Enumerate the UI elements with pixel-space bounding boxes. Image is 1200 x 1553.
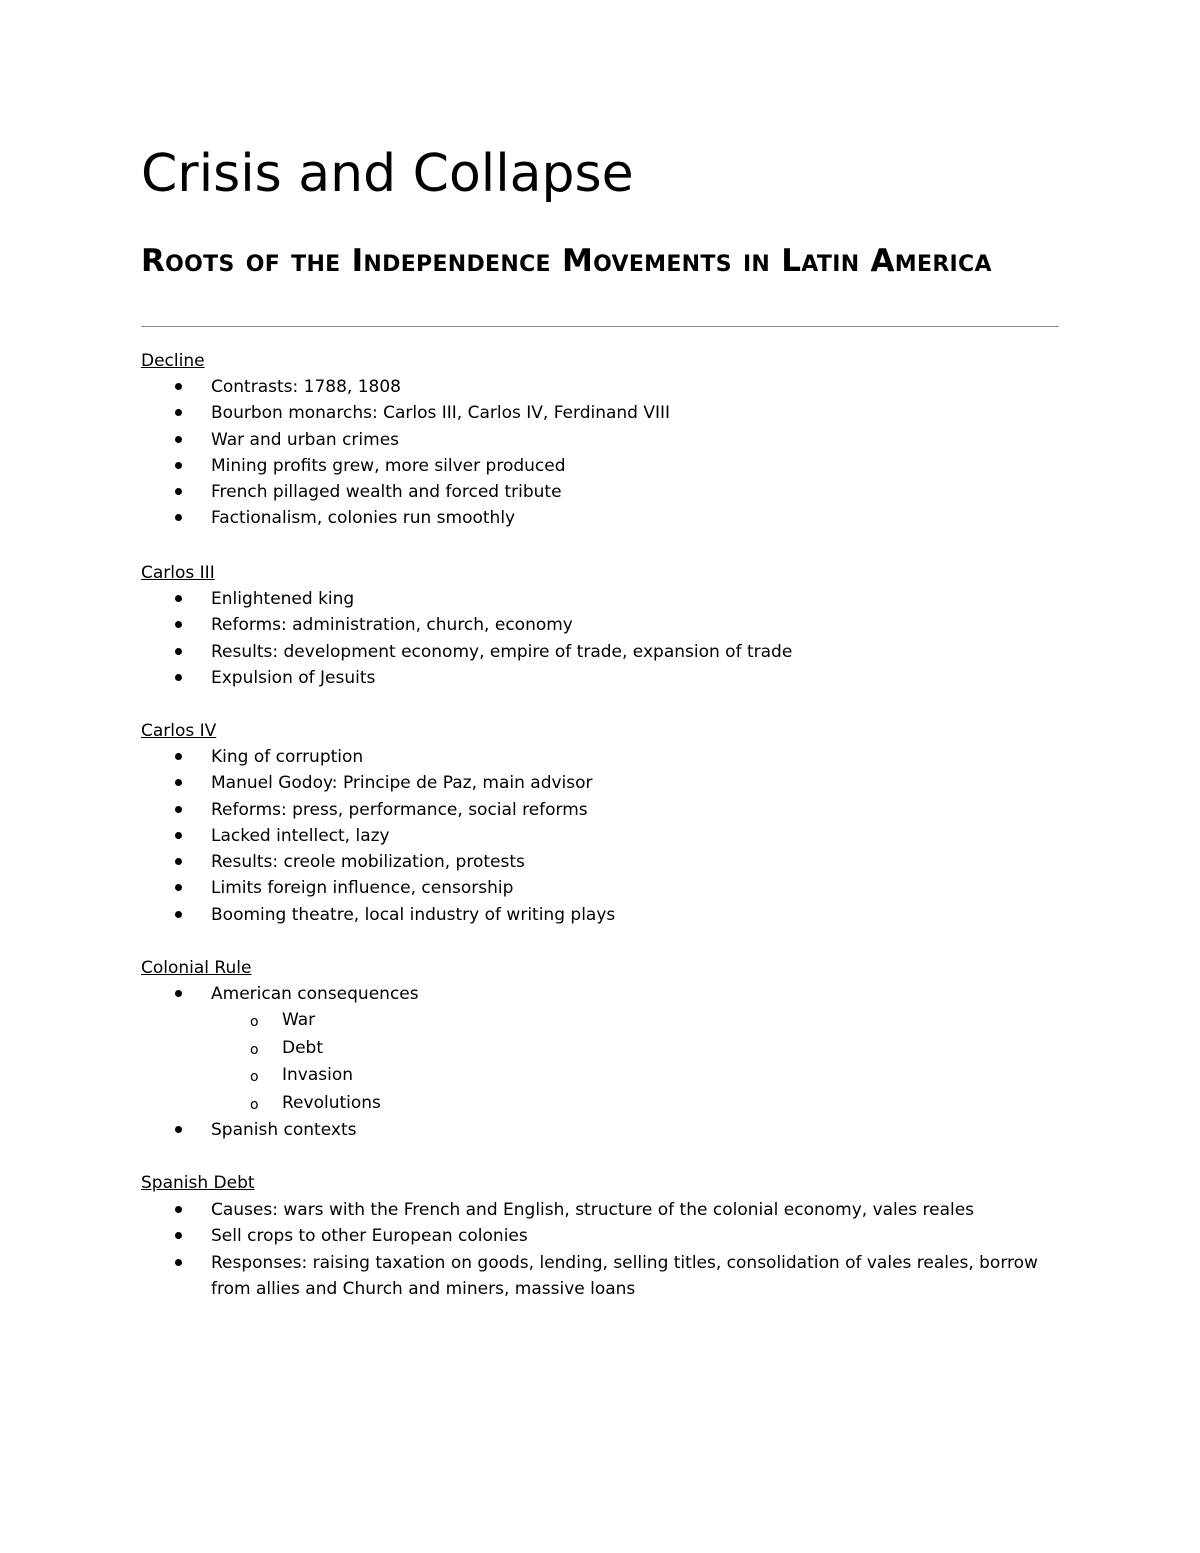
- bullet-icon: [175, 832, 182, 839]
- list-item: [141, 665, 1071, 691]
- list-item-text: War and urban crimes: [211, 429, 400, 450]
- list-item: [141, 374, 1071, 400]
- list-item-text: Limits foreign influence, censorship: [211, 878, 514, 899]
- bullet-icon: [175, 858, 182, 865]
- list-item: [141, 400, 1071, 426]
- section-heading-decline: Decline: [141, 351, 205, 371]
- list-item: [141, 823, 1071, 849]
- bullet-icon: [175, 1206, 182, 1213]
- sub-list-item: [211, 1007, 1071, 1035]
- bullet-icon: [175, 911, 182, 918]
- list-item: [141, 1117, 1071, 1143]
- list-item-text: Reforms: administration, church, economy: [211, 615, 573, 636]
- list-item-text: Booming theatre, local industry of writing plays: [211, 904, 616, 925]
- list-item: [141, 770, 1071, 796]
- list-item: [141, 981, 1071, 1117]
- list-item: [141, 849, 1071, 875]
- bullet-icon: [175, 409, 182, 416]
- list-item-text: Enlightened king: [211, 589, 355, 609]
- list-item-text: King of corruption: [211, 747, 364, 767]
- list-item-text: French pillaged wealth and forced tribute: [211, 482, 562, 503]
- sub-list-item-text: Invasion: [282, 1065, 354, 1086]
- list-item: [141, 875, 1071, 901]
- bullet-icon: [175, 753, 182, 760]
- sub-list-item: [211, 1035, 1071, 1063]
- list-item: [141, 427, 1071, 453]
- sub-bullet-icon: o: [250, 1014, 259, 1031]
- sub-list-item-text: Revolutions: [282, 1092, 381, 1113]
- bullet-icon: [175, 1126, 182, 1133]
- bullet-icon: [175, 884, 182, 891]
- bullet-icon: [175, 806, 182, 813]
- list-item-text: Results: development economy, empire of trade, expansion of trade: [211, 641, 793, 662]
- bullet-list-decline: [141, 374, 1071, 532]
- list-item: [141, 1197, 1071, 1223]
- list-item-text: Expulsion of Jesuits: [211, 667, 376, 688]
- list-item: [141, 479, 1071, 505]
- document-subtitle: Roots of the Independence Movements in Latin America: [141, 243, 992, 279]
- list-item: [141, 902, 1071, 928]
- list-item-text: Mining profits grew, more silver produced: [211, 455, 566, 476]
- bullet-icon: [175, 514, 182, 521]
- bullet-icon: [175, 436, 182, 443]
- bullet-icon: [175, 990, 182, 997]
- bullet-list-carlos-iv: [141, 744, 1071, 928]
- list-item-text: Responses: raising taxation on goods, lending, selling titles, consolidation of vales reales, borrow from allies and Church and miners, massive loans: [211, 1252, 1038, 1299]
- list-item-text: Lacked intellect, lazy: [211, 825, 390, 846]
- list-item-text: Manuel Godoy: Principe de Paz, main advisor: [211, 773, 593, 794]
- list-item: [141, 744, 1071, 770]
- section-heading-spanish-debt: Spanish Debt: [141, 1173, 255, 1193]
- sub-list-american-consequences: [211, 1007, 1071, 1117]
- list-item-text: American consequences: [211, 984, 419, 1004]
- heading-divider: [141, 326, 1059, 327]
- bullet-icon: [175, 595, 182, 602]
- bullet-icon: [175, 1232, 182, 1239]
- bullet-icon: [175, 1259, 182, 1266]
- list-item: [141, 612, 1071, 638]
- list-item-text: Factionalism, colonies run smoothly: [211, 508, 516, 529]
- list-item: [141, 1250, 1071, 1303]
- bullet-list-colonial-rule: [141, 981, 1071, 1144]
- sub-bullet-icon: o: [250, 1096, 259, 1113]
- sub-bullet-icon: o: [250, 1069, 259, 1086]
- section-heading-carlos-iv: Carlos IV: [141, 721, 217, 741]
- sub-list-item: [211, 1062, 1071, 1090]
- list-item: [141, 797, 1071, 823]
- bullet-icon: [175, 621, 182, 628]
- sub-list-item-text: Debt: [282, 1037, 324, 1058]
- bullet-list-spanish-debt: [141, 1197, 1071, 1302]
- sub-list-item: [211, 1090, 1071, 1118]
- list-item: [141, 505, 1071, 531]
- list-item: [141, 1223, 1071, 1249]
- section-heading-carlos-iii: Carlos III: [141, 563, 215, 583]
- list-item-text: Contrasts: 1788, 1808: [211, 377, 401, 397]
- section-heading-colonial-rule: Colonial Rule: [141, 958, 252, 978]
- bullet-icon: [175, 462, 182, 469]
- bullet-list-carlos-iii: [141, 586, 1071, 691]
- bullet-icon: [175, 779, 182, 786]
- list-item: [141, 639, 1071, 665]
- list-item-text: Sell crops to other European colonies: [211, 1226, 528, 1247]
- document-title: Crisis and Collapse: [141, 144, 634, 204]
- bullet-icon: [175, 674, 182, 681]
- bullet-icon: [175, 648, 182, 655]
- sub-bullet-icon: o: [250, 1041, 259, 1058]
- list-item-text: Bourbon monarchs: Carlos III, Carlos IV, Ferdinand VIII: [211, 403, 671, 424]
- bullet-icon: [175, 488, 182, 495]
- sub-list-item-text: War: [282, 1010, 316, 1031]
- list-item-text: Causes: wars with the French and English, structure of the colonial economy, vales reales: [211, 1200, 975, 1220]
- list-item: [141, 586, 1071, 612]
- bullet-icon: [175, 383, 182, 390]
- list-item-text: Reforms: press, performance, social reforms: [211, 799, 588, 820]
- list-item-text: Spanish contexts: [211, 1120, 357, 1141]
- list-item-text: Results: creole mobilization, protests: [211, 852, 525, 873]
- list-item: [141, 453, 1071, 479]
